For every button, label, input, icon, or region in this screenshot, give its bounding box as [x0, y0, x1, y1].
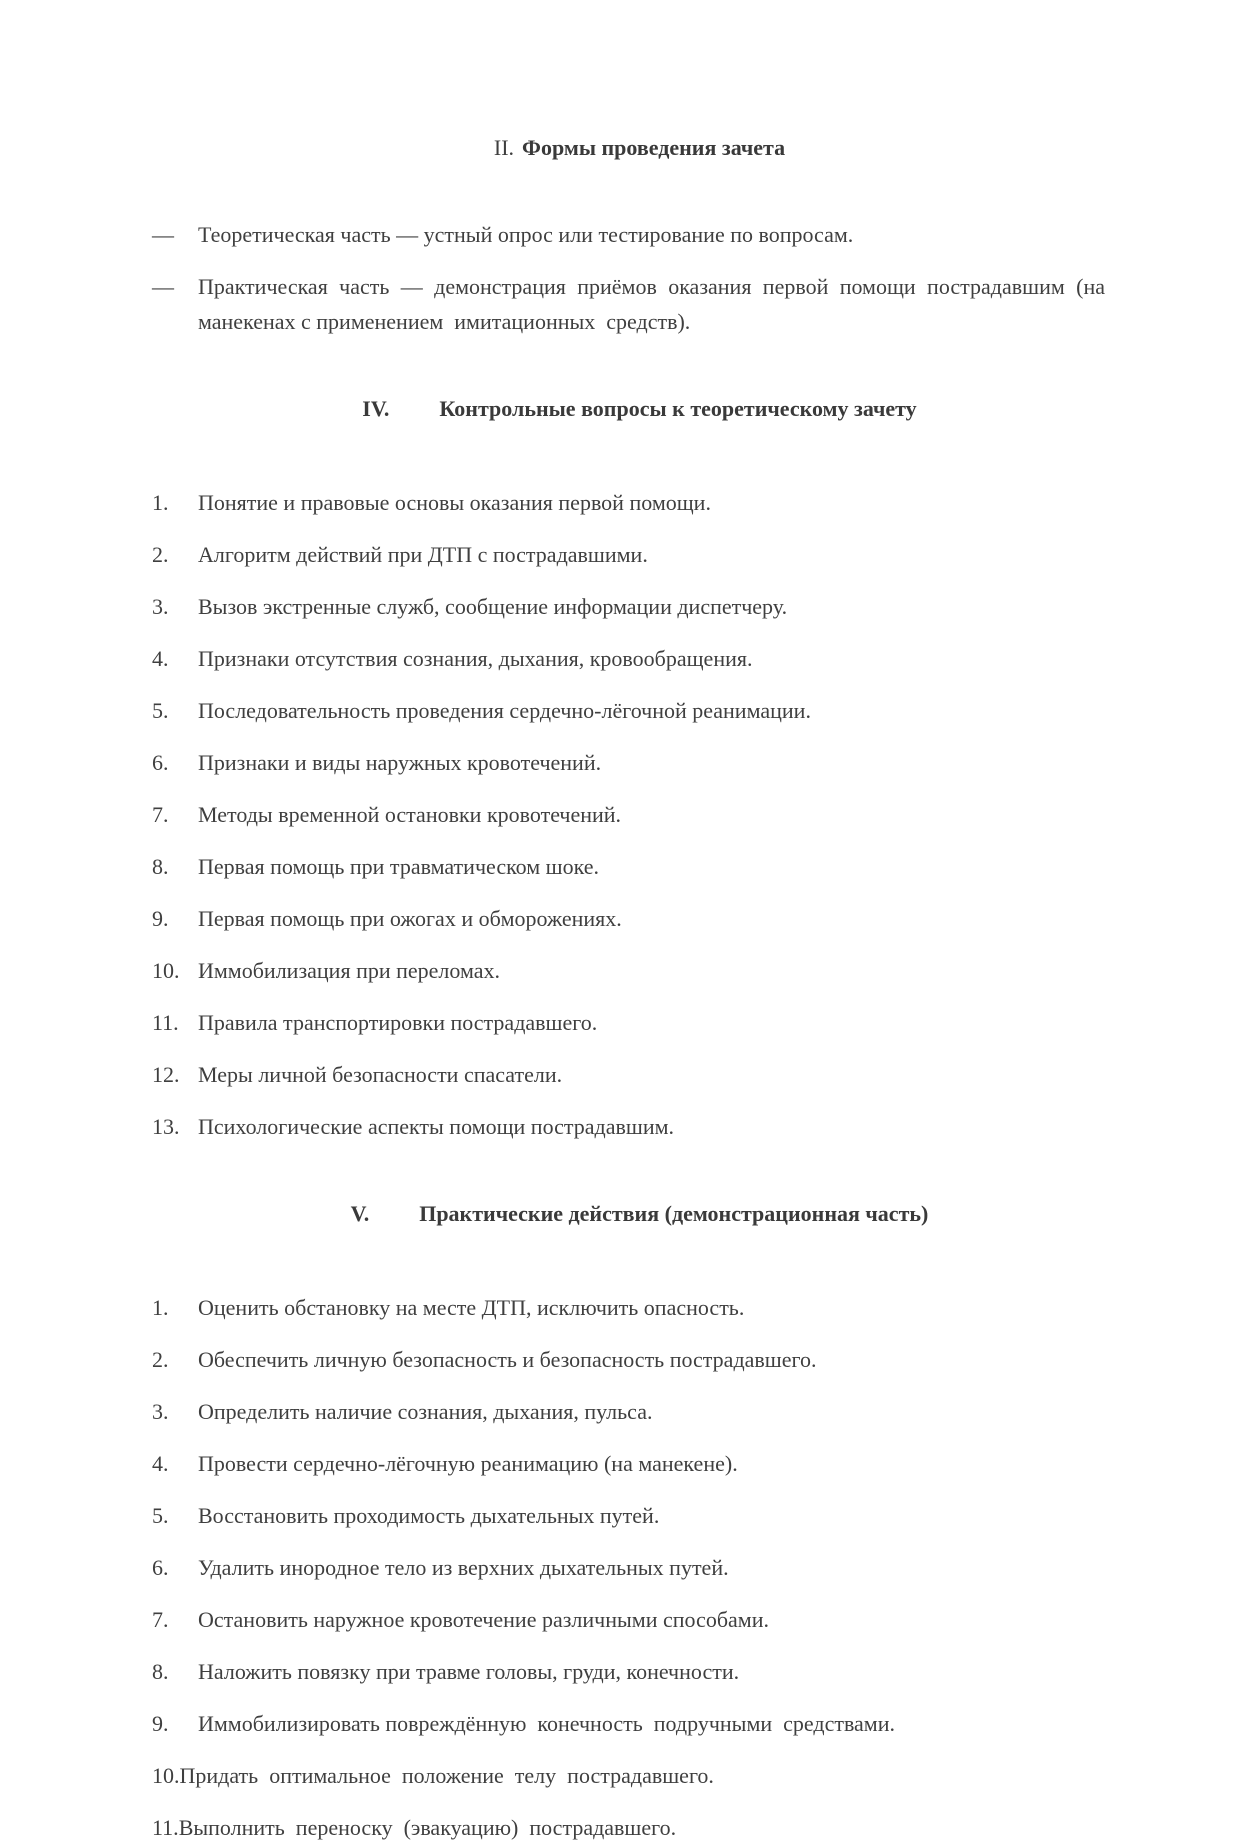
list-item-number: 3.	[152, 594, 169, 619]
list-item	[152, 1109, 1105, 1144]
list-item-number: 1.	[152, 490, 169, 515]
list-item	[152, 1550, 1105, 1585]
list-item	[152, 1706, 1105, 1741]
theory-list	[152, 485, 1105, 1144]
list-item-text: Определить наличие сознания, дыхания, пульса.	[198, 1399, 653, 1424]
list-item-text: Первая помощь при ожогах и обморожениях.	[198, 906, 622, 931]
dash-item	[152, 217, 1105, 252]
list-item-number: 6.	[152, 1555, 169, 1580]
list-item-text: Признаки отсутствия сознания, дыхания, кровообращения.	[198, 646, 753, 671]
list-item-number: 11.	[152, 1010, 179, 1035]
list-item-text: Оценить обстановку на месте ДТП, исключить опасность.	[198, 1295, 745, 1320]
dash-item	[152, 269, 1111, 339]
practice-list	[152, 1290, 1105, 1845]
list-item-number: 11.	[152, 1815, 179, 1840]
dash-item-text: Практическая часть — демонстрация приёмов оказания первой помощи пострадавшим (на манекенах с применением имитационных средств).	[198, 274, 1111, 334]
list-item-text: Восстановить проходимость дыхательных путей.	[198, 1503, 660, 1528]
list-item-number: 7.	[152, 1607, 169, 1632]
dash-item-text: Теоретическая часть — устный опрос или тестирование по вопросам.	[198, 222, 854, 247]
list-item-text: Наложить повязку при травме головы, груди, конечности.	[198, 1659, 740, 1684]
list-item-text: Методы временной остановки кровотечений.	[198, 802, 622, 827]
list-item	[152, 1342, 1105, 1377]
list-item	[152, 1654, 1105, 1689]
list-item-number: 3.	[152, 1399, 169, 1424]
section-heading-theory	[152, 356, 1105, 461]
list-item-number: 13.	[152, 1114, 180, 1139]
list-item-text: Иммобилизировать повреждённую конечность подручными средствами.	[198, 1711, 896, 1736]
list-item-number: 1.	[152, 1295, 169, 1320]
list-item	[152, 537, 1105, 572]
list-item-number: 10.	[152, 958, 180, 983]
list-item-text: Провести сердечно-лёгочную реанимацию (на манекене).	[198, 1451, 738, 1476]
list-item-number: 6.	[152, 750, 169, 775]
list-item-number: 7.	[152, 802, 169, 827]
section-title-numeral: II.	[493, 135, 515, 160]
list-item	[152, 693, 1105, 728]
list-item	[152, 1290, 1105, 1325]
section-heading-practice	[152, 1161, 1105, 1266]
list-item-text: Выполнить переноску (эвакуацию) пострадавшего.	[178, 1815, 677, 1840]
list-item-text: Обеспечить личную безопасность и безопасность пострадавшего.	[198, 1347, 817, 1372]
list-item-number: 4.	[152, 1451, 169, 1476]
section-title	[152, 95, 1105, 200]
list-item	[152, 745, 1105, 780]
list-item-number: 8.	[152, 1659, 169, 1684]
list-item	[152, 1057, 1105, 1092]
list-item	[152, 797, 1105, 832]
intro-list	[152, 217, 1111, 339]
list-item	[152, 953, 1105, 988]
list-item	[152, 1005, 1105, 1040]
list-item-text: Алгоритм действий при ДТП с пострадавшими.	[198, 542, 648, 567]
list-item	[152, 1602, 1105, 1637]
list-item-text: Удалить инородное тело из верхних дыхательных путей.	[198, 1555, 729, 1580]
list-item-number: 8.	[152, 854, 169, 879]
dash-marker: —	[152, 274, 174, 299]
list-item-text: Остановить наружное кровотечение различными способами.	[198, 1607, 769, 1632]
list-item-number: 9.	[152, 1711, 169, 1736]
list-item-number: 4.	[152, 646, 169, 671]
list-item-text: Признаки и виды наружных кровотечений.	[198, 750, 602, 775]
list-item-number: 5.	[152, 698, 169, 723]
list-item	[152, 901, 1105, 936]
list-item-number: 12.	[152, 1062, 180, 1087]
list-item	[152, 1758, 1105, 1793]
list-item	[152, 1394, 1105, 1429]
list-item-text: Меры личной безопасности спасатели.	[198, 1062, 563, 1087]
list-item-number: 9.	[152, 906, 169, 931]
list-item-text: Правила транспортировки пострадавшего.	[198, 1010, 598, 1035]
list-item-text: Первая помощь при травматическом шоке.	[198, 854, 600, 879]
list-item-text: Психологические аспекты помощи пострадавшим.	[198, 1114, 675, 1139]
list-item	[152, 1498, 1105, 1533]
list-item	[152, 589, 1105, 624]
list-item	[152, 641, 1105, 676]
section-title-text: Формы проведения зачета	[522, 135, 786, 160]
list-item-text: Понятие и правовые основы оказания первой помощи.	[198, 490, 711, 515]
list-item	[152, 1810, 1105, 1845]
list-item	[152, 849, 1105, 884]
list-item-number: 2.	[152, 542, 169, 567]
list-item-number: 10.	[152, 1763, 180, 1788]
list-item-text: Придать оптимальное положение телу пострадавшего.	[179, 1763, 714, 1788]
list-item-text: Вызов экстренные служб, сообщение информации диспетчеру.	[198, 594, 788, 619]
section-heading-text: Практические действия (демонстрационная часть)	[419, 1201, 929, 1226]
section-heading-text: Контрольные вопросы к теоретическому зачету	[439, 396, 917, 421]
dash-marker: —	[152, 222, 174, 247]
list-item	[152, 485, 1105, 520]
list-item-number: 5.	[152, 1503, 169, 1528]
section-heading-numeral: V.	[350, 1201, 370, 1226]
list-item-text: Иммобилизация при переломах.	[198, 958, 501, 983]
list-item-number: 2.	[152, 1347, 169, 1372]
section-heading-numeral: IV.	[362, 396, 390, 421]
list-item	[152, 1446, 1105, 1481]
list-item-text: Последовательность проведения сердечно-лёгочной реанимации.	[198, 698, 811, 723]
